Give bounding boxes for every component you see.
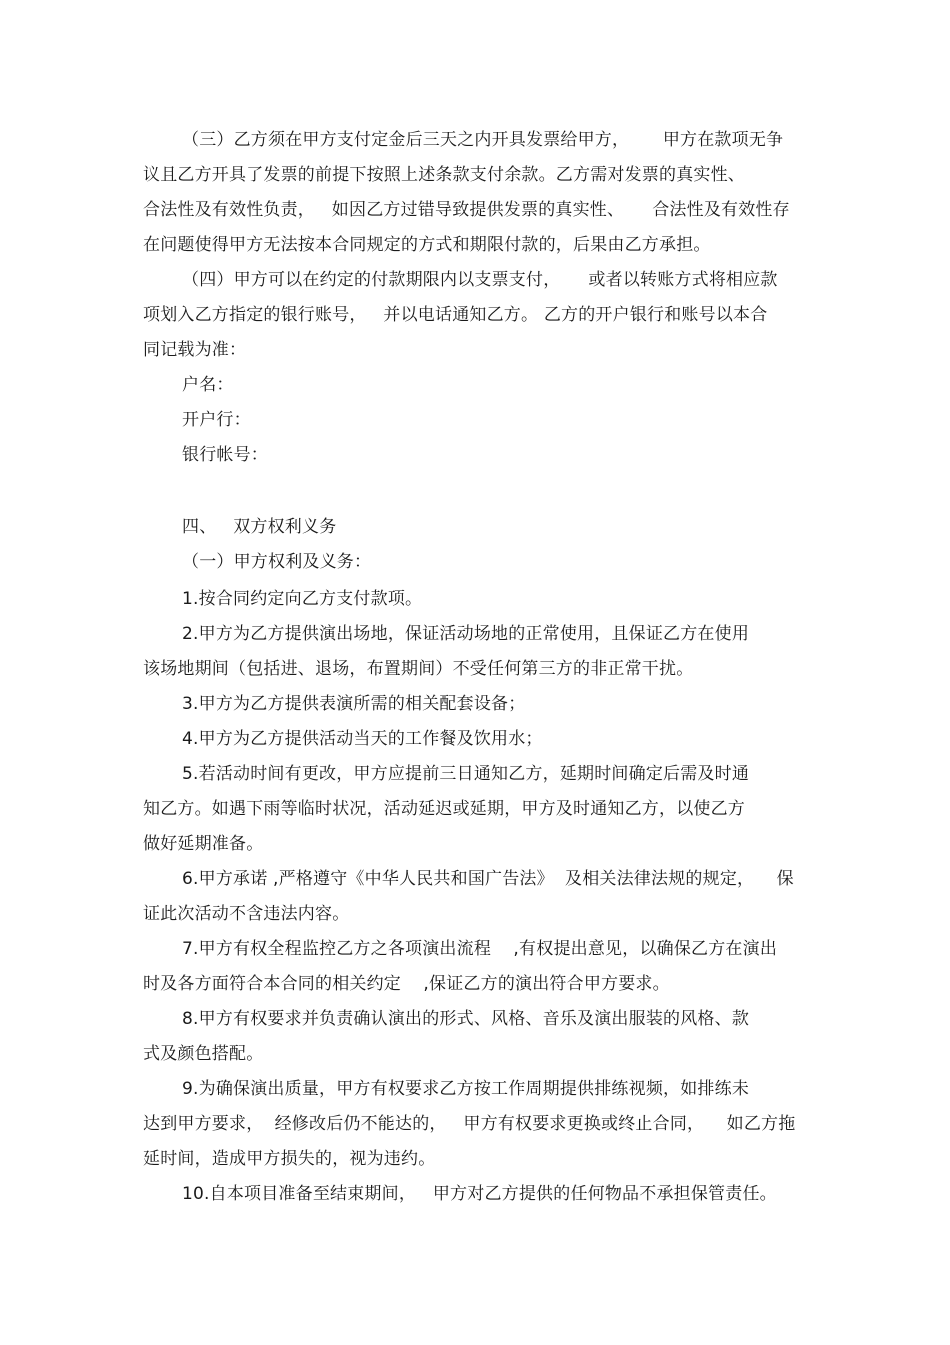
item-1-line-1: 1.按合同约定向乙方支付款项。 [182, 589, 423, 609]
paragraph-4-line-3: 同记载为准： [143, 340, 247, 360]
item-6-line-2: 证此次活动不含违法内容。 [143, 904, 350, 924]
item-5-line-3: 做好延期准备。 [143, 834, 264, 854]
item-9-line-2: 达到甲方要求， 经修改后仍不能达的， 甲方有权要求更换或终止合同， 如乙方拖 [143, 1114, 796, 1134]
item-5-line-2: 知乙方。如遇下雨等临时状况，活动延迟或延期，甲方及时通知乙方，以使乙方 [143, 799, 745, 819]
item-4-line-1: 4.甲方为乙方提供活动当天的工作餐及饮用水； [182, 729, 543, 749]
paragraph-3-line-2: 议且乙方开具了发票的前提下按照上述条款支付余款。乙方需对发票的真实性、 [143, 165, 745, 185]
item-7-line-2: 时及各方面符合本合同的相关约定 ,保证乙方的演出符合甲方要求。 [143, 974, 670, 994]
account-name-label: 户名： [182, 375, 234, 395]
item-2-line-1: 2.甲方为乙方提供演出场地，保证活动场地的正常使用，且保证乙方在使用 [182, 624, 750, 644]
paragraph-4-line-2: 项划入乙方指定的银行账号， 并以电话通知乙方。 乙方的开户银行和账号以本合 [143, 305, 768, 325]
item-9-line-3: 延时间，造成甲方损失的，视为违约。 [143, 1149, 436, 1169]
paragraph-3-line-3: 合法性及有效性负责， 如因乙方过错导致提供发票的真实性、 合法性及有效性存 [143, 200, 790, 220]
account-number-label: 银行帐号： [182, 445, 268, 465]
paragraph-3-line-4: 在问题使得甲方无法按本合同规定的方式和期限付款的，后果由乙方承担。 [143, 235, 711, 255]
paragraph-3-line-1: （三）乙方须在甲方支付定金后三天之内开具发票给甲方， 甲方在款项无争 [182, 130, 784, 150]
bank-label: 开户行： [182, 410, 251, 430]
item-8-line-1: 8.甲方有权要求并负责确认演出的形式、风格、音乐及演出服装的风格、款 [182, 1009, 750, 1029]
item-3-line-1: 3.甲方为乙方提供表演所需的相关配套设备； [182, 694, 526, 714]
item-8-line-2: 式及颜色搭配。 [143, 1044, 264, 1064]
item-6-line-1: 6.甲方承诺 ,严格遵守《中华人民共和国广告法》 及相关法律法规的规定， 保 [182, 869, 794, 889]
item-9-line-1: 9.为确保演出质量，甲方有权要求乙方按工作周期提供排练视频，如排练未 [182, 1079, 750, 1099]
paragraph-4-line-1: （四）甲方可以在约定的付款期限内以支票支付， 或者以转账方式将相应款 [182, 270, 778, 290]
subsection-1-heading: （一）甲方权利及义务： [182, 552, 372, 572]
item-5-line-1: 5.若活动时间有更改，甲方应提前三日通知乙方，延期时间确定后需及时通 [182, 764, 750, 784]
section-4-heading: 四、 双方权利义务 [182, 517, 337, 537]
item-10-line-1: 10.自本项目准备至结束期间， 甲方对乙方提供的任何物品不承担保管责任。 [182, 1184, 777, 1204]
item-7-line-1: 7.甲方有权全程监控乙方之各项演出流程 ,有权提出意见，以确保乙方在演出 [182, 939, 778, 959]
item-2-line-2: 该场地期间（包括进、退场，布置期间）不受任何第三方的非正常干扰。 [143, 659, 694, 679]
